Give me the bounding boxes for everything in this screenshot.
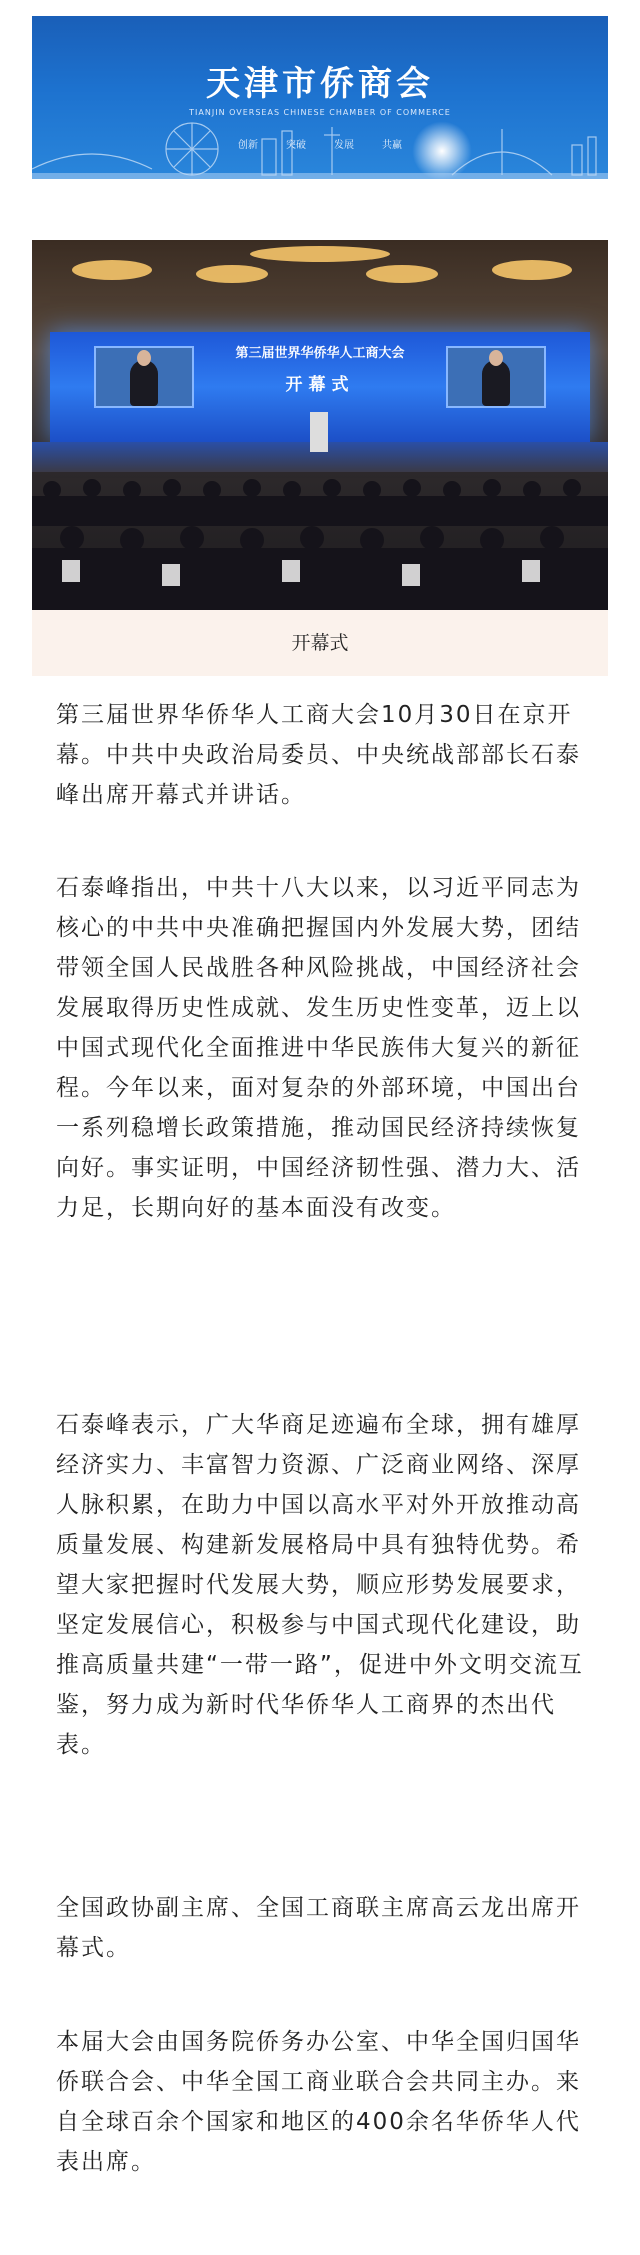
slogan-row bbox=[32, 136, 608, 151]
photo-caption: 开幕式 bbox=[32, 610, 608, 676]
ceiling-lights bbox=[32, 240, 608, 310]
slogan: 创新 bbox=[238, 140, 258, 151]
header-banner bbox=[32, 16, 608, 179]
screen-title: 第三届世界华侨华人工商大会 bbox=[235, 346, 405, 361]
article-paragraph: 本届大会由国务院侨务办公室、中华全国归国华侨联合会、中华全国工商业联合会共同主办。来自全球百余个国家和地区的400余名华侨华人代表出席。 bbox=[56, 2029, 581, 2175]
slogan: 共赢 bbox=[382, 140, 402, 151]
chamber-name-english: TIANJIN OVERSEAS CHINESE CHAMBER OF COMMERCE bbox=[189, 108, 451, 117]
article-paragraph: 第三届世界华侨华人工商大会10月30日在京开幕。中共中央政治局委员、中央统战部部长石泰峰出席开幕式并讲话。 bbox=[56, 702, 581, 808]
article-paragraph: 石泰峰表示，广大华商足迹遍布全球，拥有雄厚经济实力、丰富智力资源、广泛商业网络、深厚人脉积累，在助力中国以高水平对外开放推动高质量发展、构建新发展格局中具有独特优势。希望大家把握时代发展大势，顺应形势发展要求，坚定发展信心，积极参与中国式现代化建设，助推高质量共建“一带一路”，促进中外文明交流互鉴，努力成为新时代华侨华人工商界的杰出代表。 bbox=[56, 1412, 584, 1758]
slogan: 突破 bbox=[286, 140, 306, 151]
chamber-name: 天津市侨商会 bbox=[206, 64, 434, 104]
screen-subtitle: 开幕式 bbox=[285, 375, 355, 395]
slogan: 发展 bbox=[334, 140, 354, 151]
podium bbox=[310, 412, 328, 452]
article-paragraph: 全国政协副主席、全国工商联主席高云龙出席开幕式。 bbox=[56, 1895, 581, 1961]
audience bbox=[32, 460, 608, 610]
article-paragraph: 石泰峰指出，中共十八大以来，以习近平同志为核心的中共中央准确把握国内外发展大势，团结带领全国人民战胜各种风险挑战，中国经济社会发展取得历史性成就、发生历史性变革，迈上以中国式现代化全面推进中华民族伟大复兴的新征程。今年以来，面对复杂的外部环境，中国出台一系列稳增长政策措施，推动国民经济持续恢复向好。事实证明，中国经济韧性强、潜力大、活力足，长期向好的基本面没有改变。 bbox=[56, 875, 581, 1221]
opening-ceremony-photo bbox=[32, 240, 608, 610]
